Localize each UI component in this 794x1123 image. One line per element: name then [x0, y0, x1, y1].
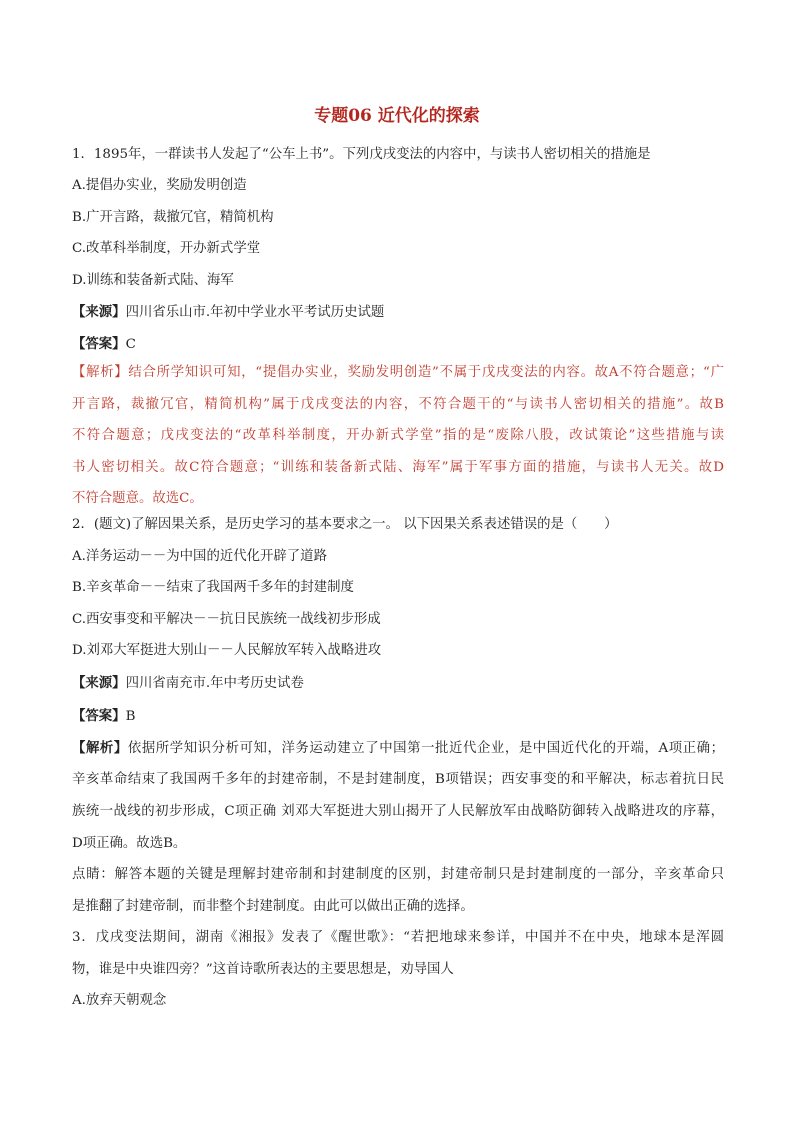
q2-analysis-line-3: 族统一战线的初步形成，C项正确 刘邓大军挺进大别山揭开了人民解放军由战略防御转入战略进攻的序幕，	[72, 804, 724, 819]
q2-option-a: A.洋务运动－－为中国的近代化开辟了道路	[72, 549, 327, 564]
q1-answer	[72, 335, 136, 354]
q1-option-d: D.训练和装备新式陆、海军	[72, 273, 234, 288]
q2-note-line-1: 点睛：解答本题的关键是理解封建帝制和封建制度的区别，封建帝制只是封建制度的一部分，辛亥革命只	[72, 867, 724, 882]
q2-option-d: D.刘邓大军挺进大别山－－人民解放军转入战略进攻	[72, 643, 382, 658]
page-title: 专题06 近代化的探索	[314, 106, 480, 126]
q2-note-line-2: 是推翻了封建帝制，而非整个封建制度。由此可以做出正确的选择。	[72, 899, 474, 914]
q3-stem-line-2: 物，谁是中央谁四旁？”这首诗歌所表达的主要思想是，劝导国人	[72, 962, 454, 977]
q1-analysis-line-4: 书人密切相关。故C符合题意；“训练和装备新式陆、海军”属于军事方面的措施，与读书人无关。故D	[72, 460, 724, 475]
q1-source-text: 四川省乐山市.年初中学业水平考试历史试题	[125, 305, 385, 320]
q1-analysis-tag: 【解析】	[72, 365, 129, 380]
q2-source-text: 四川省南充市.年中考历史试卷	[125, 676, 304, 691]
q1-option-a: A.提倡办实业，奖励发明创造	[72, 178, 247, 193]
q2-answer	[72, 707, 135, 726]
q1-analysis-text-1: 结合所学知识可知，“提倡办实业，奖励发明创造”不属于戊戌变法的内容。故A不符合题意；“广	[128, 365, 724, 380]
q2-source-tag: 【来源】	[72, 675, 126, 691]
q2-analysis-line-1	[72, 739, 724, 758]
q1-analysis-line-2: 开言路，裁撤冗官，精简机构”属于戊戌变法的内容，不符合题干的“与读书人密切相关的措施”。故B	[72, 397, 724, 412]
q1-stem: 1．1895年，一群读书人发起了“公车上书”。下列戊戌变法的内容中，与读书人密切相关的措施是	[72, 147, 651, 162]
q2-source	[72, 674, 304, 693]
q1-answer-tag: 【答案】	[72, 336, 126, 352]
q2-analysis-line-2: 辛亥革命结束了我国两千多年的封建帝制，不是封建制度，B项错误；西安事变的和平解决，标志着抗日民	[72, 772, 724, 787]
q2-answer-tag: 【答案】	[72, 708, 126, 724]
q3-option-a: A.放弃天朝观念	[72, 993, 167, 1008]
q1-analysis-line-3: 不符合题意；戊戌变法的“改革科举制度，开办新式学堂”指的是“废除八股，改试策论”这些措施与读	[72, 428, 724, 443]
q1-analysis-line-5: 不符合题意。故选C。	[72, 491, 203, 506]
q1-answer-text: C	[125, 337, 136, 352]
q2-analysis-text-1: 依据所学知识分析可知，洋务运动建立了中国第一批近代企业，是中国近代化的开端，A项正确；	[127, 741, 724, 756]
q2-option-b: B.辛亥革命－－结束了我国两千多年的封建制度	[72, 580, 354, 595]
q1-option-c: C.改革科举制度，开办新式学堂	[72, 241, 261, 256]
q1-option-b: B.广开言路，裁撤冗官，精简机构	[72, 210, 274, 225]
q2-stem: 2．(题文)了解因果关系，是历史学习的基本要求之一。 以下因果关系表述错误的是（ ）	[72, 517, 618, 532]
q3-stem-line-1: 3．戊戌变法期间，湖南《湘报》发表了《醒世歌》：“若把地球来参详，中国并不在中央，地球本是浑圆	[72, 930, 724, 945]
q2-analysis-tag: 【解析】	[72, 740, 128, 756]
q2-option-c: C.西安事变和平解决－－抗日民族统一战线初步形成	[72, 612, 381, 627]
q2-analysis-line-4: D项正确。故选B。	[72, 836, 187, 851]
q1-analysis-line-1	[72, 364, 724, 382]
q1-source-tag: 【来源】	[72, 304, 126, 320]
q1-source	[72, 303, 384, 322]
q2-answer-text: B	[125, 709, 136, 724]
